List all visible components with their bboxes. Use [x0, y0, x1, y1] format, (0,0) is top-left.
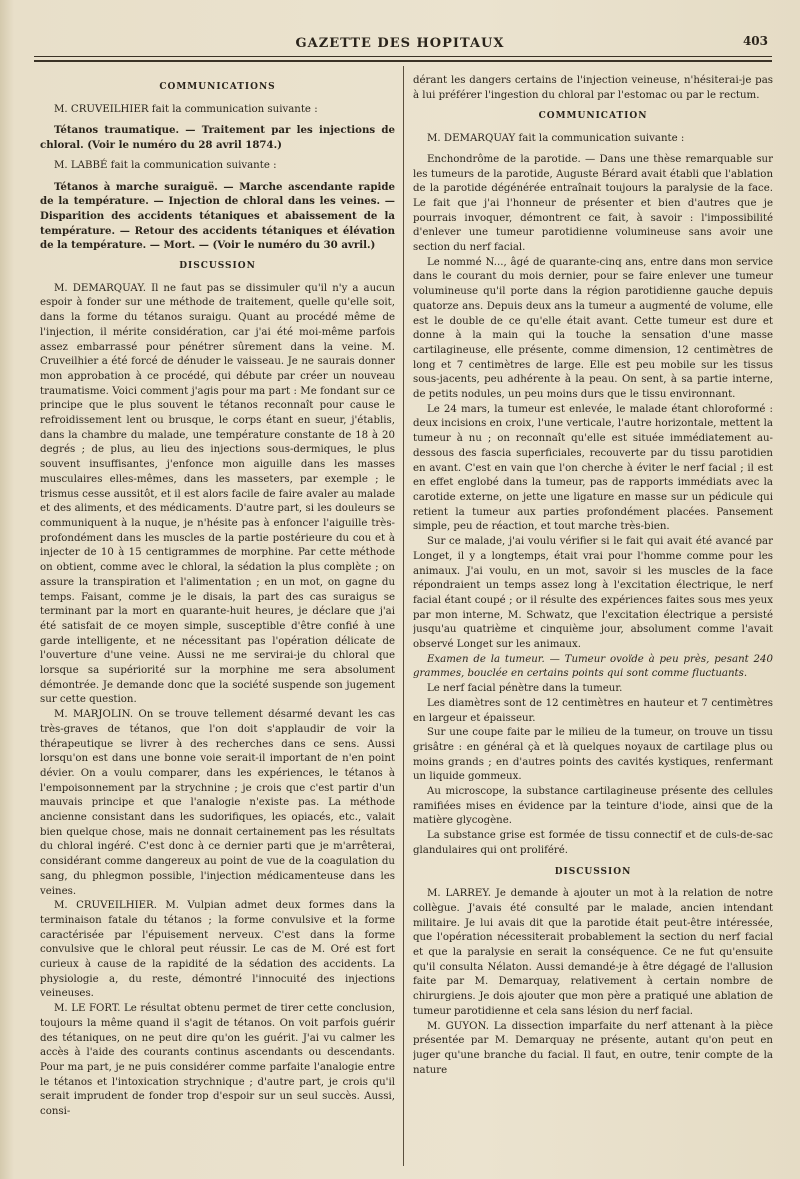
paragraph: M. CRUVEILHIER. M. Vulpian admet deux formes dans la terminaison fatale du tétanos ; la forme convulsive et la forme caractérisée par l'épuisement nerveux. C'est dans la forme convulsive que le chloral peut réussir. Le cas de M. Oré est fort curieux à cause de la rapidité de la sédation des accidents. La physiologie a, du reste, démontré l'innocuité des injections veineuses.	[40, 900, 395, 1000]
header-rule-thin	[34, 56, 772, 57]
paragraph: M. DEMARQUAY fait la communication suivante :	[427, 133, 685, 145]
paragraph: La substance grise est formée de tissu connectif et de culs-de-sac glandulaires qui ont proliféré.	[413, 830, 773, 856]
paragraph: Examen de la tumeur. — Tumeur ovoïde à peu près, pesant 240 grammes, bouclée en certains points qui sont comme fluctuants.	[413, 653, 773, 680]
right-column	[413, 74, 773, 1164]
paragraph: Les diamètres sont de 12 centimètres en hauteur et 7 centimètres en largeur et épaisseur.	[413, 697, 773, 724]
paragraph: Au microscope, la substance cartilagineuse présente des cellules ramifiées mises en évidence par la teinture d'iode, ainsi que de la matière glycogène.	[413, 786, 773, 827]
paragraph: Sur ce malade, j'ai voulu vérifier si le fait qui avait été avancé par Longet, il y a longtemps, était vrai pour l'homme comme pour les animaux. J'ai voulu, en un mot, savoir si les muscles de la face répondraient un temps assez long à l'excitation électrique, le nerf facial étant coupé ; or il résulte des expériences faites sous mes yeux par mon interne, M. Schwatz, que l'excitation électrique a persisté jusqu'au quatrième et cinquième jour, absolument comme l'avait observé Longet sur les animaux.	[413, 536, 773, 651]
paragraph: dérant les dangers certains de l'injection veineuse, n'hésiterai-je pas à lui préférer l'ingestion du chloral par l'estomac ou par le rectum.	[413, 75, 773, 101]
communication-heading: COMMUNICATION	[538, 111, 648, 122]
left-column	[40, 74, 395, 1159]
paragraph: M. LABBÉ fait la communication suivante :	[54, 159, 277, 171]
paragraph: M. CRUVEILHIER fait la communication suivante :	[54, 103, 318, 115]
paragraph: Enchondrôme de la parotide. — Dans une thèse remarquable sur les tumeurs de la parotide, Auguste Bérard avait établi que l'ablation de la parotide dégénérée entraînait toujours la paralysie de la face. Le fait que j'ai l'honneur de présenter et bien d'autres que je pourrais invoquer, démontrent ce fait, à savoir : l'impossibilité d'enlever une tumeur parotidienne volumineuse sans avoir une section du nerf facial.	[413, 153, 773, 254]
paragraph: Le 24 mars, la tumeur est enlevée, le malade étant chloroformé : deux incisions en croix, l'une verticale, l'autre horizontale, mettent la tumeur à nu ; on reconnaît qu'elle est située immédiatement au-dessous des fascia superficiales, recouverte par du tissu parotidien en avant. C'est en vain que l'on cherche à éviter le nerf facial ; il est en effet englobé dans la tumeur, pas de rapports immédiats avec la carotide externe, on jette une ligature en masse sur un pédicule qui retient la tumeur aux parties profondément placées. Pansement simple, peu de réaction, et tout marche très-bien.	[413, 403, 773, 533]
paragraph: Le nommé N..., âgé de quarante-cinq ans, entre dans mon service dans le courant du mois dernier, pour se faire enlever une tumeur volumineuse qu'il porte dans la région parotidienne gauche depuis quatorze ans. Depuis deux ans la tumeur a augmenté de volume, elle est le double de ce qu'elle était avant. Cette tumeur est dure et donne à la main qui la touche la sensation d'une masse cartilagineuse, elle présente, comme dimension, 12 centimètres de long et 7 centimètres de large. Elle est peu mobile sur les tissus sous-jacents, peu adhérente à la peau. On sent, à sa partie interne, de petits nodules, un peu moins durs que le tissu environnant.	[413, 256, 773, 401]
paragraph: Le nerf facial pénètre dans la tumeur.	[427, 683, 623, 695]
paragraph: M. LARREY. Je demande à ajouter un mot à la relation de notre collègue. J'avais été consulté par le malade, ancien intendant militaire. Je lui avais dit que la parotide était peut-être intéressée, que l'opération nécessiterait probablement la section du nerf facial et que la paralysie en serait la conséquence. Ce ne fut qu'ensuite qu'il consulta Nélaton. Aussi demandé-je à être dégagé de l'allusion faite par M. Demarquay, relativement à certain nombre de chirurgiens. Je dois ajouter que mon père a pratiqué une ablation de tumeur parotidienne et cela sans lésion du nerf facial.	[413, 888, 773, 1017]
paragraph: M. MARJOLIN. On se trouve tellement désarmé devant les cas très-graves de tétanos, que l'on doit s'applaudir de voir la thérapeutique se livrer à des recherches dans ce sens. Aussi lorsqu'on est dans une bonne voie serait-il important de n'en point dévier. On a voulu comparer, dans les expériences, le tétanos à l'empoisonnement par la strychnine ; je crois que c'est partir d'un mauvais principe et que l'analogie n'existe pas. La méthode ancienne consistant dans les sudorifiques, les opiacés, etc., valait bien quelque chose, mais ne donnait certainement pas les résultats du chloral ingéré. C'est donc à ce dernier parti que je m'arrêterai, considérant comme dangereux au point de vue de la coagulation du sang, du phlegmon possible, l'injection médicamenteuse dans les veines.	[40, 709, 395, 897]
paragraph: M. GUYON. La dissection imparfaite du nerf attenant à la pièce présentée par M. Demarquay ne présente, autant qu'on peut en juger qu'une branche du facial. Il faut, en outre, tenir compte de la nature	[413, 1020, 773, 1076]
header-rule-thick	[34, 60, 772, 62]
paragraph: M. LE FORT. Le résultat obtenu permet de tirer cette conclusion, toujours la même quand il s'agit de tétanos. On voit parfois guérir des tétaniques, on ne peut dire qu'on les guérit. J'ai vu calmer les accès à l'aide des courants continus ascendants ou descendants. Pour ma part, je ne puis considérer comme parfaite l'analogie entre le tétanos et l'intoxication strychnique ; d'autre part, je crois qu'il serait imprudent de fonder trop d'espoir sur un seul succès. Aussi, consi-	[40, 1003, 395, 1118]
paragraph: M. DEMARQUAY. Il ne faut pas se dissimuler qu'il n'y a aucun espoir à fonder sur une méthode de traitement, quelle qu'elle soit, dans la forme du tétanos suraigu. Quant au procédé même de l'injection, il mérite considération, car j'ai été moi-même parfois assez embarrassé pour pénétrer sûrement dans la veine. M. Cruveilhier a été forcé de dénuder le vaisseau. Je ne saurais donner mon approbation à ce procédé, qui débute par créer un nouveau traumatisme. Voici comment j'agis pour ma part : Me fondant sur ce principe que le plus souvent le tétanos reconnaît pour cause le refroidissement lent ou brusque, le corps étant en sueur, j'établis, dans la chambre du malade, une température constante de 18 à 20 degrés ; de plus, au lieu des injections sous-dermiques, le plus souvent insuffisantes, j'enfonce mon aiguille dans les masses musculaires elles-mêmes, dans les masseters, par exemple ; le trismus cesse aussitôt, et il est alors facile de faire avaler au malade et des aliments, et des médicaments. D'autre part, si les douleurs se communiquent à la nuque, je n'hésite pas à enfoncer l'aiguille très-profondément dans les muscles de la partie postérieure du cou et à injecter de 10 à 15 centigrammes de morphine. Par cette méthode on obtient, comme avec le chloral, la sédation la plus complète ; on assure la transpiration et l'alimentation ; en un mot, on gagne du temps. Faisant, comme je le disais, la part des cas suraigus se terminant par la mort en quarante-huit heures, je déclare que j'ai été satisfait de ce moyen simple, susceptible d'être confié à une garde intelligente, et ne nécessitant pas l'opération délicate de l'ouverture d'une veine. Aussi ne me servirai-je du chloral que lorsque sa supériorité sur la morphine me sera absolument démontrée. Je demande donc que la société suspende son jugement sur cette question.	[40, 282, 395, 706]
page-number: 403	[742, 34, 768, 48]
journal-title: GAZETTE DES HOPITAUX	[295, 36, 505, 51]
column-divider	[403, 66, 404, 1166]
paragraph: Tétanos à marche suraiguë. — Marche ascendante rapide de la température. — Injection de chloral dans les veines. — Disparition des accidents tétaniques et abaissement de la température. — Retour des accidents tétaniques et élévation de la température. — Mort. — (Voir le numéro du 30 avril.)	[40, 180, 395, 252]
discussion-heading: DISCUSSION	[179, 261, 256, 272]
page-header	[30, 34, 770, 56]
paragraph: Tétanos traumatique. — Traitement par les injections de chloral. (Voir le numéro du 28 avril 1874.)	[40, 124, 395, 152]
discussion-heading: DISCUSSION	[554, 866, 632, 877]
communications-heading: COMMUNICATIONS	[159, 82, 276, 92]
paragraph: Sur une coupe faite par le milieu de la tumeur, on trouve un tissu grisâtre : en général çà et là quelques noyaux de cartilage plus ou moins grands ; en d'autres points des cavités kystiques, renfermant un liquide gommeux.	[413, 727, 773, 783]
